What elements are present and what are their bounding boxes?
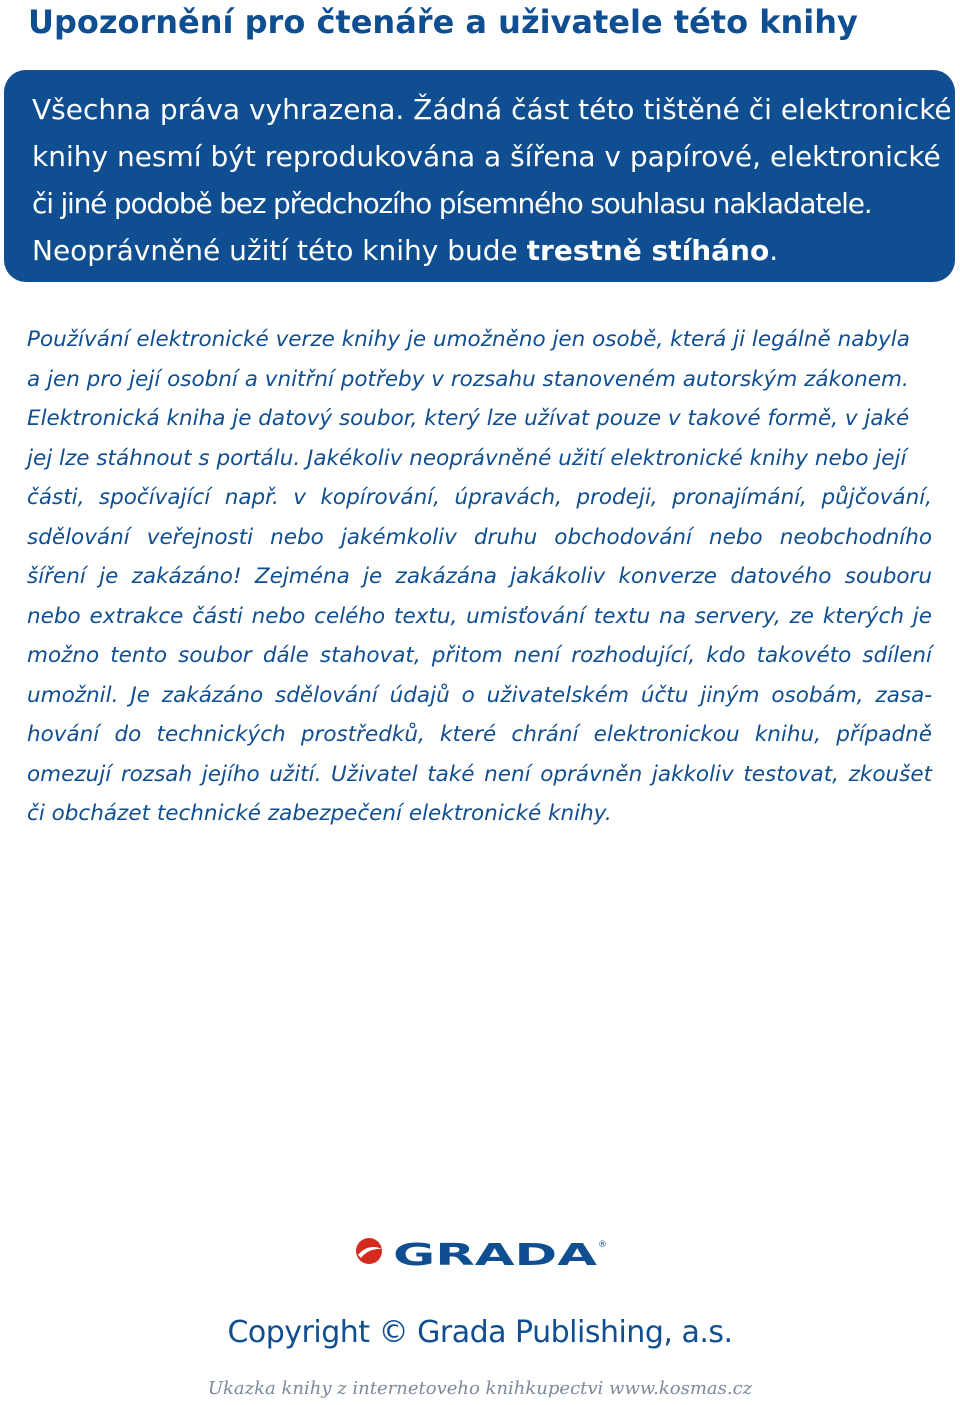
notice-line-final (32, 227, 935, 274)
notice-emphasis: trestně stíháno (526, 234, 770, 267)
paragraph-line: Používání elektronické verze knihy je umožněno jen osobě, která ji legálně nabyla (27, 327, 910, 352)
paragraph-line: omezují rozsah jejího užití. Uživatel také není oprávněn jakkoliv testovat, zkoušet (27, 761, 932, 787)
paragraph-line: možno tento soubor dále stahovat, přitom není rozhodující, kdo takovéto sdílení (27, 643, 932, 668)
paragraph-line: Elektronická kniha je datový soubor, který lze užívat pouze v takové formě, v jaké (27, 406, 910, 431)
copyright-notice: Copyright © Grada Publishing, a.s. (227, 1315, 733, 1350)
notice-line: či jiné podobě bez předchozího písemného souhlasu nakladatele. (32, 187, 872, 220)
notice-text: Neoprávněné užití této knihy bude (32, 234, 527, 267)
registered-mark: ® (598, 1240, 607, 1250)
grada-logo (355, 1234, 607, 1270)
notice-period: . (769, 234, 779, 267)
paragraph-line: umožnil. Je zakázáno sdělování údajů o uživatelském účtu jiným osobám, zasa- (27, 682, 932, 708)
paragraph-line: či obcházet technické zabezpečení elektronické knihy. (27, 801, 612, 826)
paragraph-line: hování do technických prostředků, které chrání elektronickou knihu, případně (27, 722, 932, 747)
page-title: Upozornění pro čtenáře a uživatele této knihy (28, 3, 858, 41)
paragraph-line: jej lze stáhnout s portálu. Jakékoliv neoprávněné užití elektronické knihy nebo její (27, 445, 907, 471)
watermark-text: Ukazka knihy z internetoveho knihkupectvi www.kosmas.cz (207, 1378, 753, 1399)
paragraph-line: šíření je zakázáno! Zejména je zakázána jakákoliv konverze datového souboru (27, 564, 932, 589)
notice-line: knihy nesmí být reprodukována a šířena v papírové, elektronické (32, 140, 941, 173)
notice-line: Všechna práva vyhrazena. Žádná část této tištěné či elektronické (32, 93, 952, 126)
rights-notice-box (4, 70, 955, 282)
usage-terms-paragraph (27, 320, 932, 834)
paragraph-line: části, spočívající např. v kopírování, úpravách, prodeji, pronajímání, půjčování, (27, 485, 932, 510)
logo-wordmark: GRADA (393, 1238, 599, 1270)
paragraph-line: sdělování veřejnosti nebo jakémkoliv druhu obchodování nebo neobchodního (27, 524, 932, 550)
paragraph-line: nebo extrakce části nebo celého textu, umisťování textu na servery, ze kterých je (27, 603, 932, 629)
paragraph-line: a jen pro její osobní a vnitřní potřeby v rozsahu stanoveném autorským zákonem. (27, 366, 909, 392)
